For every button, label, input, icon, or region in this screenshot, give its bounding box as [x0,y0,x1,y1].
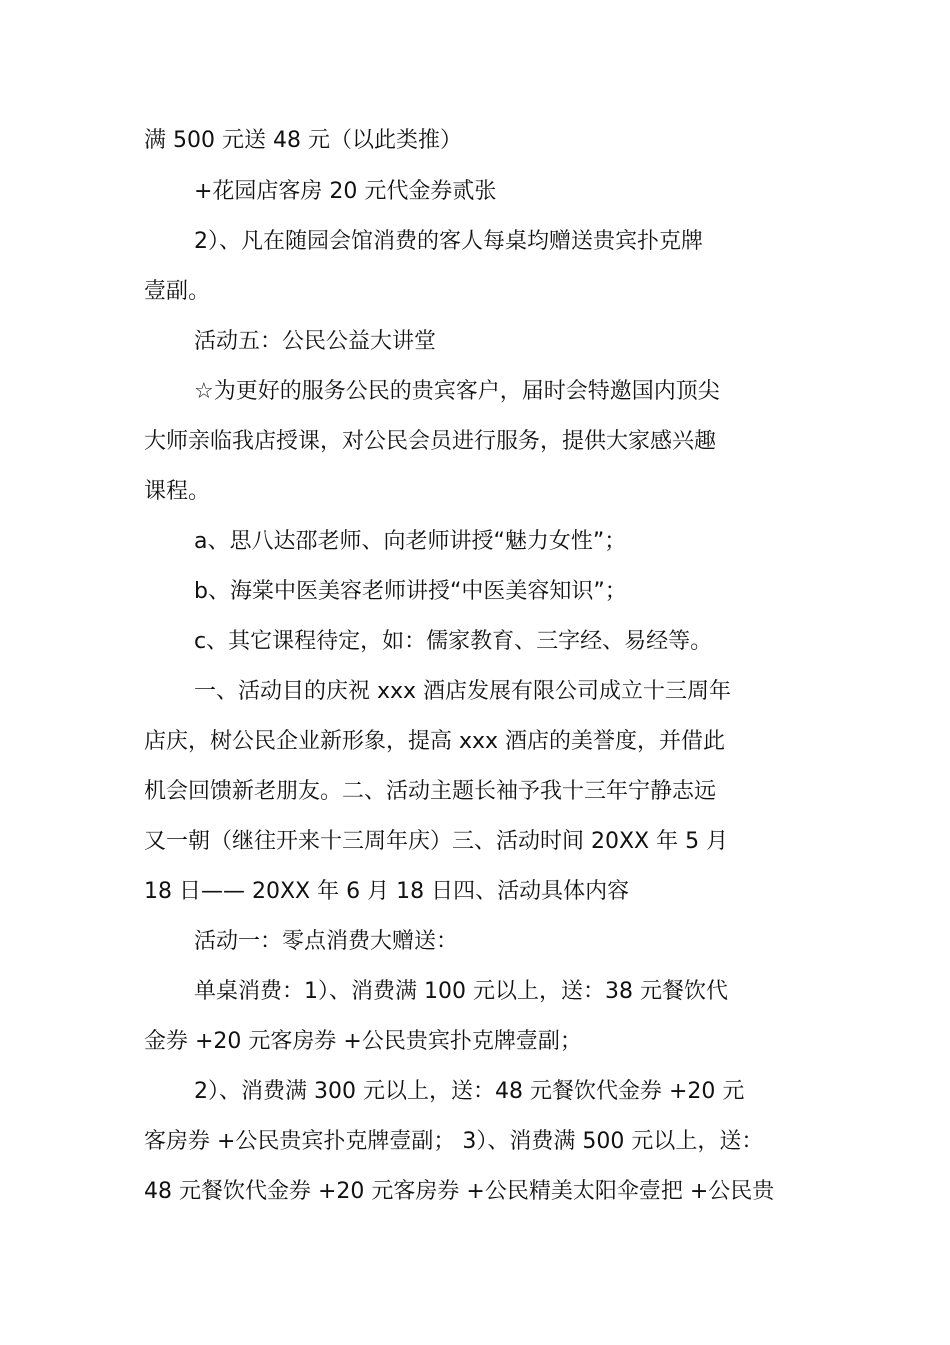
text-line: 课程。 [144,479,211,504]
text-line: 满 500 元送 48 元（以此类推） [144,128,462,153]
text-line: 店庆，树公民企业新形象，提高 xxx 酒店的美誉度，并借此 [144,729,726,754]
text-line: 金券 +20 元客房券 +公民贵宾扑克牌壹副； [144,1029,582,1054]
text-line: 2）、凡在随园会馆消费的客人每桌均赠送贵宾扑克牌 [194,229,703,254]
text-line: 客房券 +公民贵宾扑克牌壹副； 3）、消费满 500 元以上，送： [144,1129,764,1154]
text-line: 大师亲临我店授课，对公民会员进行服务，提供大家感兴趣 [144,429,717,454]
text-line: 2）、消费满 300 元以上，送：48 元餐饮代金券 +20 元 [194,1079,745,1104]
section-heading: 活动五：公民公益大讲堂 [194,329,437,354]
list-item: a、思八达邵老师、向老师讲授“魅力女性”； [194,529,627,554]
text-line: +花园店客房 20 元代金券贰张 [194,179,497,204]
text-line: 一、活动目的庆祝 xxx 酒店发展有限公司成立十三周年 [194,679,732,704]
text-line: 单桌消费：1）、消费满 100 元以上，送：38 元餐饮代 [194,979,728,1004]
text-line: 壹副。 [144,279,211,304]
text-line: 机会回馈新老朋友。二、活动主题长袖予我十三年宁静志远 [144,779,717,804]
list-item: b、海棠中医美容老师讲授“中医美容知识”； [194,579,627,604]
text-line: 18 日—— 20XX 年 6 月 18 日四、活动具体内容 [144,879,630,904]
section-heading: 活动一：零点消费大赠送： [194,929,459,954]
list-item: c、其它课程待定，如：儒家教育、三字经、易经等。 [194,629,713,654]
text-line: 48 元餐饮代金券 +20 元客房券 +公民精美太阳伞壹把 +公民贵 [144,1179,775,1204]
text-line: ☆为更好的服务公民的贵宾客户，届时会特邀国内顶尖 [194,379,720,404]
text-line: 又一朝（继往开来十三周年庆）三、活动时间 20XX 年 5 月 [144,829,729,854]
